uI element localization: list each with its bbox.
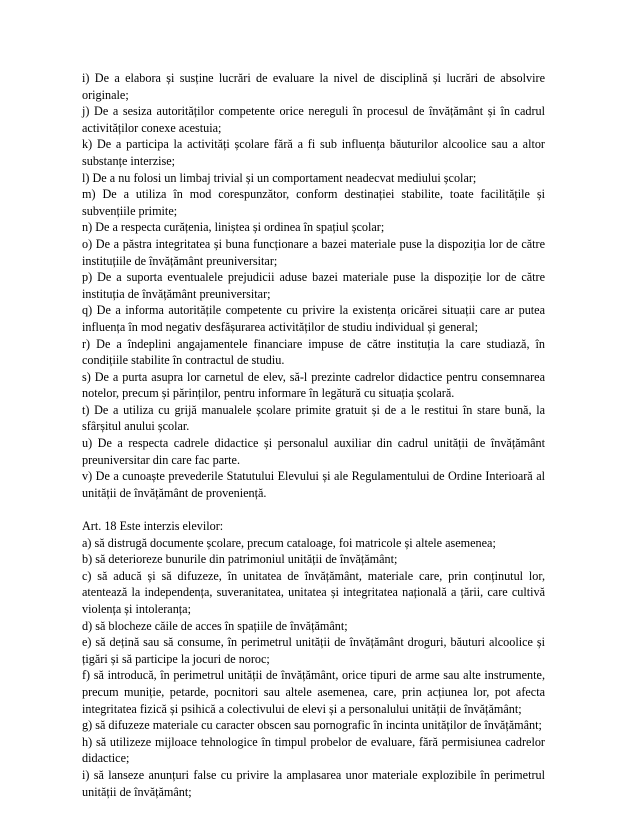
prohibition-h: h) să utilizeze mijloace tehnologice în timpul probelor de evaluare, fără permisiunea cadrelor didactice;	[82, 734, 545, 766]
document-body	[82, 70, 545, 800]
paragraph-q: q) De a informa autoritățile competente cu privire la existența oricărei situații care ar putea influența în mod negativ desfășurarea activităților de studiu individual și general;	[82, 303, 545, 334]
prohibition-g: g) să difuzeze materiale cu caracter obscen sau pornografic în incinta unităților de învățământ;	[82, 718, 542, 733]
prohibition-e: e) să dețină sau să consume, în perimetrul unității de învățământ droguri, băuturi alcoolice și țigări și să participe la jocuri de noroc;	[82, 635, 545, 666]
article-heading: Art. 18 Este interzis elevilor:	[82, 519, 224, 534]
prohibition-a: a) să distrugă documente școlare, precum cataloage, foi matricole și altele asemenea;	[82, 535, 496, 550]
paragraph-o: o) De a păstra integritatea și buna funcționare a bazei materiale puse la dispoziția lor de către instituțiile de învățământ preuniversitar;	[82, 236, 545, 268]
paragraph-r: r) De a îndeplini angajamentele financiare impuse de către instituția la care studiază, în condițiile stabilite în contractul de studiu.	[82, 336, 545, 368]
prohibition-i: i) să lanseze anunțuri false cu privire la amplasarea unor materiale explozibile în perimetrul unității de învățământ;	[82, 767, 545, 799]
paragraph-l: l) De a nu folosi un limbaj trivial și un comportament neadecvat mediului școlar;	[82, 170, 477, 185]
paragraph-p: p) De a suporta eventualele prejudicii aduse bazei materiale puse la dispoziție lor de către instituția de învățământ preuniversitar;	[82, 270, 545, 301]
paragraph-i: i) De a elabora și susține lucrări de evaluare la nivel de disciplină și lucrări de absolvire originale;	[82, 71, 545, 102]
paragraph-t: t) De a utiliza cu grijă manualele școlare primite gratuit și de a le restitui în stare bună, la sfârșitul anului școlar.	[82, 402, 545, 434]
blank-line	[82, 501, 545, 518]
prohibition-f: f) să introducă, în perimetrul unității de învățământ, orice tipuri de arme sau alte instrumente, precum muniție, petarde, pocnitori sau altele asemenea, care, prin acțiunea lor, pot afecta integritatea fizică și psihică a colectivului de elevi și a personalului unității de învățământ;	[82, 668, 545, 716]
prohibition-d: d) să blocheze căile de acces în spațiile de învățământ;	[82, 618, 348, 633]
paragraph-v: v) De a cunoaște prevederile Statutului Elevului și ale Regulamentului de Ordine Interioară al unității de învățământ de proveniență.	[82, 469, 545, 500]
paragraph-m: m) De a utiliza în mod corespunzător, conform destinației stabilite, toate facilitățile și subvențiile primite;	[82, 187, 545, 218]
prohibition-c: c) să aducă și să difuzeze, în unitatea de învățământ, materiale care, prin conținutul lor, atentează la independența, suveranitatea, unitatea și integritatea națională a țării, care cultivă violența și intoleranța;	[82, 568, 545, 616]
paragraph-s: s) De a purta asupra lor carnetul de elev, să-l prezinte cadrelor didactice pentru consemnarea notelor, precum și părinților, pentru informare în legătură cu situația școlară.	[82, 369, 545, 401]
paragraph-j: j) De a sesiza autorităților competente orice nereguli în procesul de învățământ și în cadrul activităților conexe acestuia;	[82, 104, 545, 135]
paragraph-u: u) De a respecta cadrele didactice și personalul auxiliar din cadrul unității de învățământ preuniversitar din care fac parte.	[82, 436, 545, 467]
prohibition-b: b) să deterioreze bunurile din patrimoniul unității de învățământ;	[82, 552, 398, 567]
paragraph-n: n) De a respecta curățenia, liniștea și ordinea în spațiul școlar;	[82, 220, 385, 235]
paragraph-k: k) De a participa la activități școlare fără a fi sub influența băuturilor alcoolice sau a altor substanțe interzise;	[82, 137, 545, 168]
